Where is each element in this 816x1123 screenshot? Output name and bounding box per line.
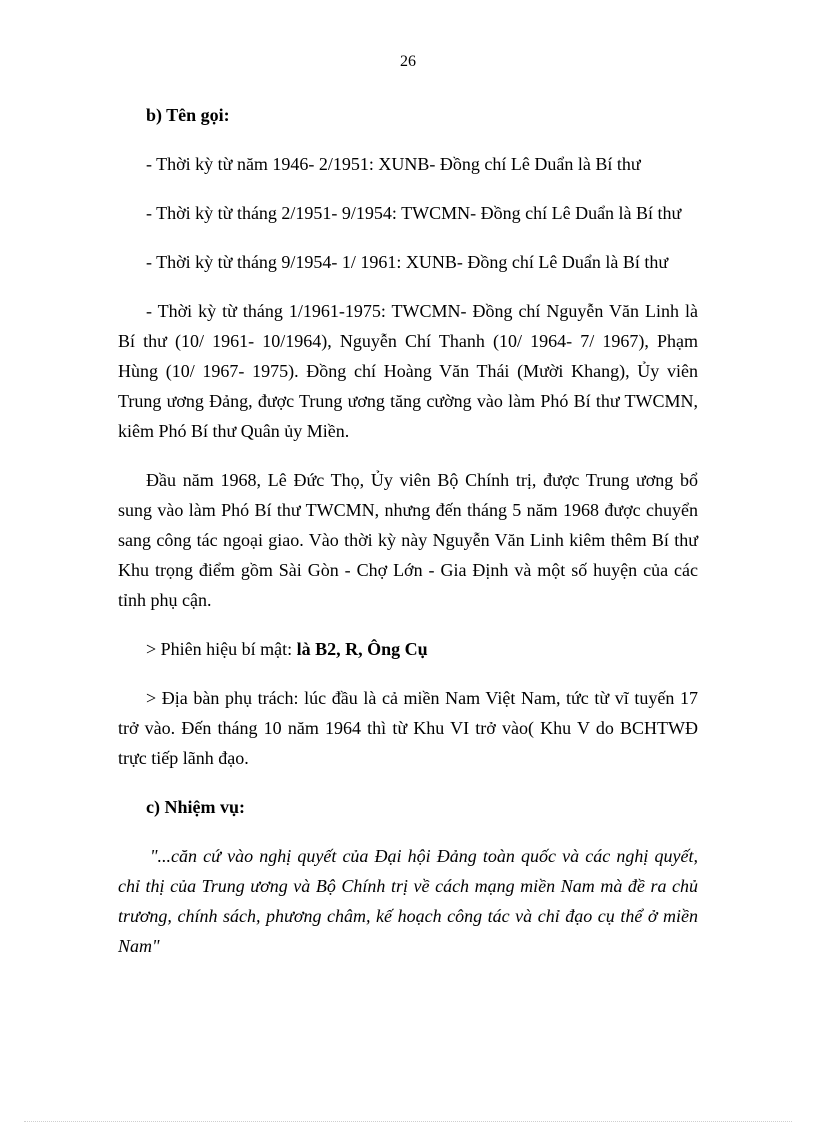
document-body <box>118 100 698 980</box>
page-number: 26 <box>400 53 416 70</box>
period-1961-1975: - Thời kỳ từ tháng 1/1961-1975: TWCMN- Đồng chí Nguyễn Văn Linh là Bí thư (10/ 1961- 10/1964), Nguyễn Chí Thanh (10/ 1964- 7/ 1967), Phạm Hùng (10/ 1967- 1975). Đồng chí Hoàng Văn Thái (Mười Khang), Ủy viên Trung ương Đảng, được Trung ương tăng cường vào làm Phó Bí thư TWCMN, kiêm Phó Bí thư Quân ủy Miền. <box>118 301 698 441</box>
period-1946-1951: - Thời kỳ từ năm 1946- 2/1951: XUNB- Đồng chí Lê Duẩn là Bí thư <box>146 154 641 174</box>
section-c-heading: c) Nhiệm vụ: <box>146 797 245 817</box>
area-line: > Địa bàn phụ trách: lúc đầu là cả miền Nam Việt Nam, tức từ vĩ tuyến 17 trở vào. Đến tháng 10 năm 1964 thì từ Khu VI trở vào( Khu V do BCHTWĐ trực tiếp lãnh đạo. <box>118 688 698 768</box>
period-1954-1961: - Thời kỳ từ tháng 9/1954- 1/ 1961: XUNB- Đồng chí Lê Duẩn là Bí thư <box>146 252 669 272</box>
page-bottom-divider <box>24 1121 792 1122</box>
mission-quote: "...căn cứ vào nghị quyết của Đại hội Đảng toàn quốc và các nghị quyết, chỉ thị của Trung ương và Bộ Chính trị về cách mạng miền Nam mà đề ra chủ trương, chính sách, phương châm, kế hoạch công tác và chỉ đạo cụ thể ở miền Nam" <box>118 846 698 956</box>
codename-value: là B2, R, Ông Cụ <box>296 639 428 659</box>
codename-line <box>118 634 698 664</box>
paragraph-1968: Đầu năm 1968, Lê Đức Thọ, Ủy viên Bộ Chính trị, được Trung ương bổ sung vào làm Phó Bí thư TWCMN, nhưng đến tháng 5 năm 1968 được chuyển sang công tác ngoại giao. Vào thời kỳ này Nguyễn Văn Linh kiêm thêm Bí thư Khu trọng điểm gồm Sài Gòn - Chợ Lớn - Gia Định và một số huyện của các tỉnh phụ cận. <box>118 470 698 610</box>
codename-label: > Phiên hiệu bí mật: <box>146 639 297 659</box>
period-1951-1954: - Thời kỳ từ tháng 2/1951- 9/1954: TWCMN- Đồng chí Lê Duẩn là Bí thư <box>146 203 682 223</box>
section-b-heading: b) Tên gọi: <box>146 105 230 125</box>
